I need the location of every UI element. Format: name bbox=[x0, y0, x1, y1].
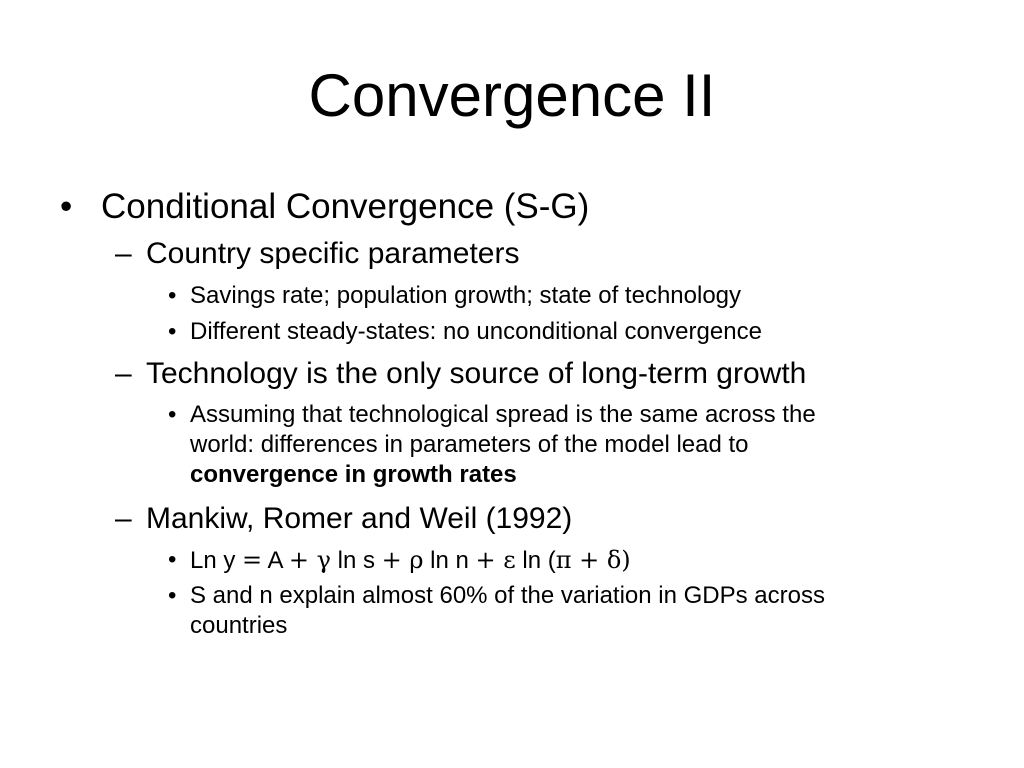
bullet-marker: • bbox=[168, 582, 177, 609]
bullet-marker: • bbox=[168, 318, 177, 345]
item-assuming-line-1: Assuming that technological spread is the same across the bbox=[190, 401, 816, 428]
subbullet-mankiw-romer-weil: Mankiw, Romer and Weil (1992) bbox=[146, 502, 573, 535]
equation-symbol: = bbox=[242, 546, 263, 574]
item-explain-line-2: countries bbox=[190, 612, 288, 639]
bullet-conditional-convergence: Conditional Convergence (S-G) bbox=[101, 187, 590, 226]
item-assuming-line-3 bbox=[190, 460, 517, 490]
equation-part: A bbox=[262, 547, 289, 574]
bullet-marker: • bbox=[168, 282, 177, 309]
item-savings-rate: Savings rate; population growth; state of technology bbox=[190, 282, 742, 309]
equation-part: ln ( bbox=[515, 547, 556, 574]
equation-part: ln n bbox=[423, 547, 476, 574]
item-equation bbox=[190, 545, 631, 576]
dash-marker: – bbox=[115, 502, 132, 535]
item-assuming-line-2: world: differences in parameters of the model lead to bbox=[190, 431, 749, 458]
equation-symbol: + ε bbox=[475, 546, 516, 574]
dash-marker: – bbox=[115, 357, 132, 390]
dash-marker: – bbox=[115, 237, 132, 270]
bullet-marker: • bbox=[168, 546, 177, 573]
equation-symbol: π + δ) bbox=[555, 546, 631, 574]
subbullet-country-parameters: Country specific parameters bbox=[146, 237, 520, 270]
slide-title: Convergence II bbox=[308, 62, 716, 129]
equation-part: Ln y bbox=[190, 547, 243, 574]
equation-part: ln s bbox=[330, 547, 382, 574]
bullet-marker: • bbox=[60, 187, 73, 226]
emphasis-growth-rates: convergence in growth rates bbox=[190, 461, 517, 488]
equation-symbol: + γ bbox=[288, 546, 331, 574]
bullet-marker: • bbox=[168, 401, 177, 428]
subbullet-technology: Technology is the only source of long-term growth bbox=[146, 357, 807, 390]
item-steady-states: Different steady-states: no unconditional convergence bbox=[190, 318, 762, 345]
equation-symbol: + ρ bbox=[381, 546, 424, 574]
item-explain-line-1: S and n explain almost 60% of the variation in GDPs across bbox=[190, 582, 825, 609]
